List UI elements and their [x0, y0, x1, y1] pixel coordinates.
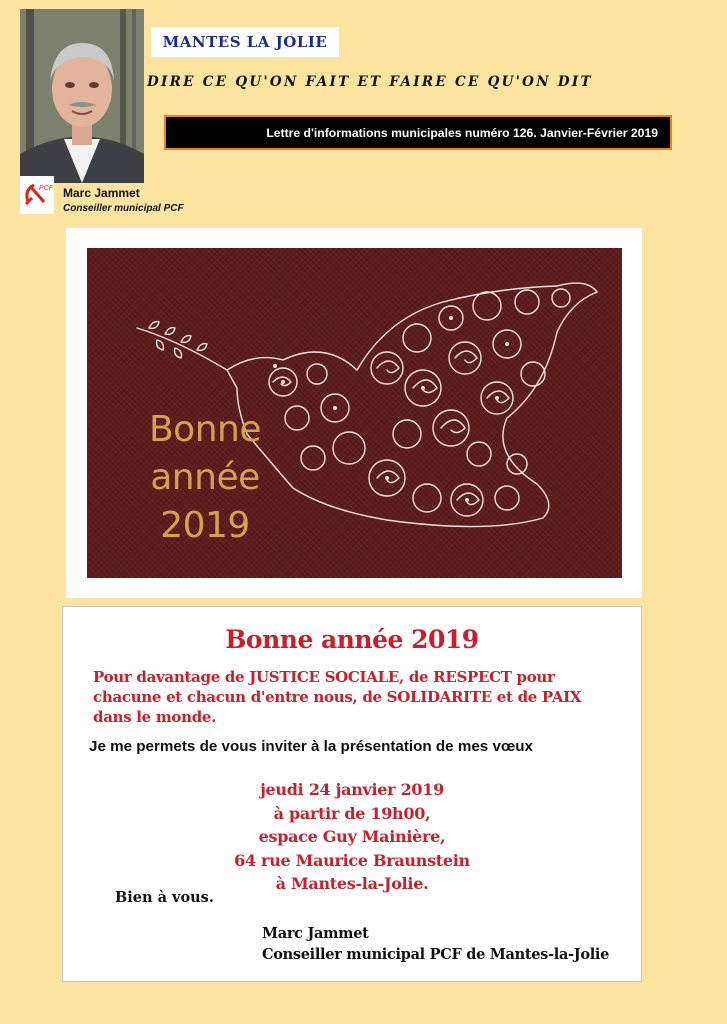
wish-line-2: chacune et chacun d'entre nous, de SOLIDARITE et de PAIX [93, 688, 582, 706]
invitation-intro: Je me permets de vous inviter à la présentation de mes vœux [89, 738, 533, 755]
wish-line-1: Pour davantage de JUSTICE SOCIALE, de RESPECT pour [93, 668, 555, 686]
card-line-2: année [150, 457, 260, 498]
event-place: espace Guy Mainière, [258, 827, 446, 846]
newsletter-banner [164, 115, 672, 150]
pcf-logo-text: PCF [39, 185, 53, 192]
author-role: Conseiller municipal PCF [63, 203, 184, 214]
invitation-box [62, 606, 642, 982]
event-street: 64 rue Maurice Braunstein [234, 850, 470, 870]
wish-line-3: dans le monde. [93, 708, 217, 726]
invitation-title: Bonne année 2019 [225, 625, 479, 654]
card-line-3: 2019 [160, 505, 250, 546]
event-date: jeudi 24 janvier 2019 [260, 780, 444, 799]
event-city: à Mantes-la-Jolie. [275, 874, 429, 893]
town-title-box [151, 27, 339, 57]
motto: DIRE CE QU'ON FAIT ET FAIRE CE QU'ON DIT [147, 74, 593, 90]
invitation-wish [93, 667, 613, 727]
signature [262, 923, 609, 965]
signature-name: Marc Jammet [262, 925, 369, 942]
newsletter-title: Lettre d'informations municipales numéro 126. Janvier-Février 2019 [266, 125, 658, 140]
signature-role: Conseiller municipal PCF de Mantes-la-Jolie [262, 946, 610, 963]
card-line-1: Bonne [148, 409, 261, 450]
author-name: Marc Jammet [63, 186, 140, 200]
town-title: MANTES LA JOLIE [162, 33, 328, 51]
event-time: à partir de 19h00, [273, 803, 431, 823]
greeting-card [87, 248, 622, 578]
pcf-logo [20, 176, 54, 214]
card-greeting [135, 406, 275, 550]
closing: Bien à vous. [115, 889, 214, 906]
author-photo [20, 9, 144, 183]
event-details [63, 778, 641, 896]
